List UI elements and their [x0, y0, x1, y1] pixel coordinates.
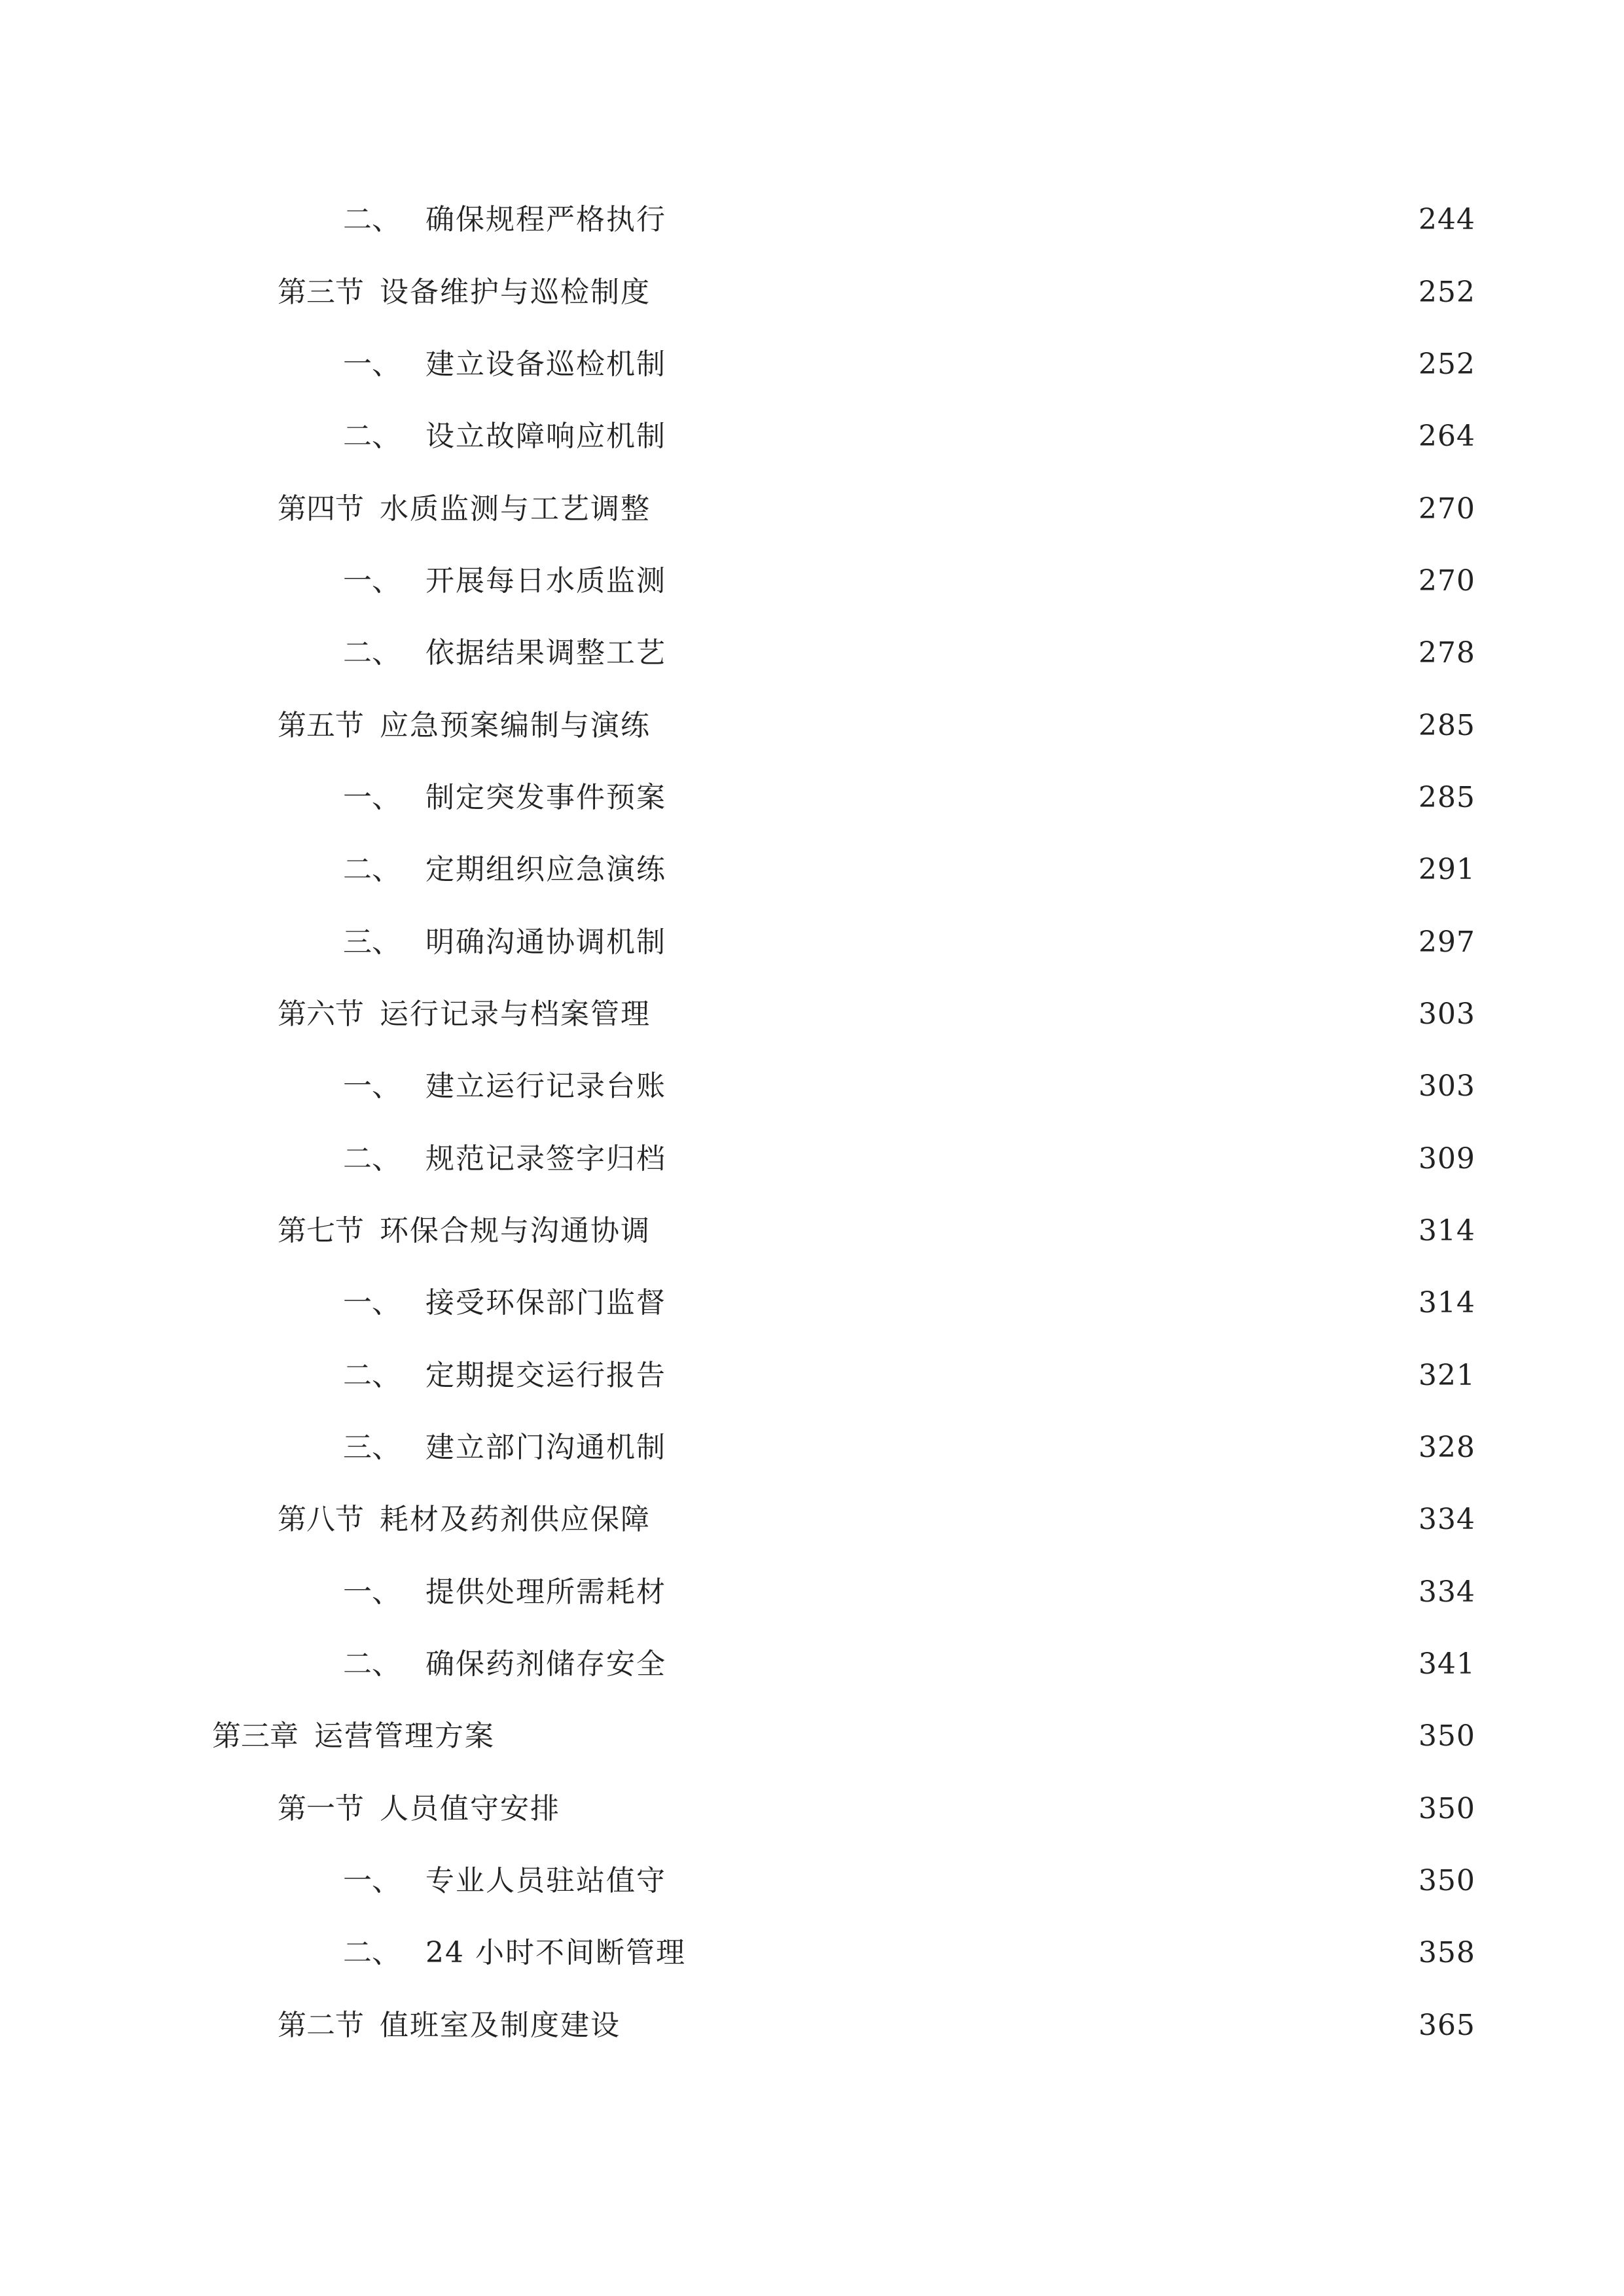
toc-entry-number: 第三章 — [212, 1719, 298, 1753]
toc-entry-page: 350 — [1418, 1792, 1475, 1825]
toc-entry-title: 人员值守安排 — [380, 1792, 560, 1825]
toc-entry-title: 环保合规与沟通协调 — [380, 1214, 651, 1247]
dot-leader — [674, 194, 1408, 246]
toc-entry[interactable] — [343, 1422, 1475, 1474]
toc-entry-number: 第二节 — [278, 2009, 364, 2042]
toc-entry-page: 297 — [1418, 925, 1475, 959]
toc-entry-title: 应急预案编制与演练 — [380, 709, 651, 742]
toc-entry-page: 303 — [1418, 1069, 1475, 1103]
toc-entry[interactable] — [343, 1927, 1475, 1979]
toc-entry-title: 建立运行记录台账 — [425, 1069, 666, 1103]
dot-leader — [674, 555, 1408, 607]
toc-entry-number: 二、 — [343, 636, 401, 670]
toc-entry-number: 第七节 — [278, 1214, 364, 1247]
toc-entry-number: 三、 — [343, 1431, 401, 1464]
toc-entry-page: 334 — [1418, 1503, 1475, 1536]
toc-entry-page: 314 — [1418, 1214, 1475, 1247]
toc-entry-title: 值班室及制度建设 — [380, 2009, 621, 2042]
toc-entry-number: 一、 — [343, 348, 401, 381]
toc-entry[interactable] — [278, 700, 1475, 752]
toc-entry-page: 314 — [1418, 1286, 1475, 1319]
toc-entry-number: 二、 — [343, 1142, 401, 1175]
toc-entry-page: 303 — [1418, 997, 1475, 1031]
dot-leader — [674, 1277, 1408, 1329]
toc-entry[interactable] — [343, 194, 1475, 246]
toc-entry[interactable] — [343, 1566, 1475, 1619]
toc-entry[interactable] — [343, 555, 1475, 607]
toc-entry[interactable] — [343, 772, 1475, 824]
toc-entry-number: 二、 — [343, 203, 401, 236]
toc-entry[interactable] — [278, 483, 1475, 535]
toc-entry-title: 耗材及药剂供应保障 — [380, 1503, 651, 1536]
dot-leader — [568, 1783, 1408, 1835]
toc-entry-title: 开展每日水质监测 — [425, 564, 666, 598]
toc-entry[interactable] — [278, 1494, 1475, 1546]
toc-entry[interactable] — [343, 410, 1475, 463]
toc-entry[interactable] — [278, 988, 1475, 1041]
toc-entry-page: 365 — [1418, 2009, 1475, 2042]
toc-entry-page: 285 — [1418, 709, 1475, 742]
toc-entry-title: 确保规程严格执行 — [425, 203, 666, 236]
toc-entry[interactable] — [343, 916, 1475, 969]
dot-leader — [674, 410, 1408, 463]
toc-entry-title: 专业人员驻站值守 — [425, 1864, 666, 1897]
toc-entry[interactable] — [343, 627, 1475, 679]
toc-entry-page: 278 — [1418, 636, 1475, 670]
toc-entry-number: 第六节 — [278, 997, 364, 1031]
toc-entry-number: 二、 — [343, 1936, 401, 1969]
toc-entry[interactable] — [343, 844, 1475, 896]
dot-leader — [674, 1350, 1408, 1402]
toc-entry-number: 第四节 — [278, 492, 364, 526]
toc-entry-number: 一、 — [343, 1575, 401, 1609]
toc-entry-number: 一、 — [343, 1864, 401, 1897]
toc-entry-number: 二、 — [343, 853, 401, 886]
dot-leader — [674, 1855, 1408, 1907]
toc-entry[interactable] — [343, 1350, 1475, 1402]
dot-leader — [659, 988, 1408, 1041]
dot-leader — [674, 1638, 1408, 1691]
dot-leader — [659, 266, 1408, 319]
dot-leader — [659, 700, 1408, 752]
toc-entry-page: 350 — [1418, 1864, 1475, 1897]
toc-entry-number: 一、 — [343, 781, 401, 814]
toc-entry[interactable] — [278, 1205, 1475, 1257]
dot-leader — [674, 1422, 1408, 1474]
dot-leader — [674, 1133, 1408, 1185]
dot-leader — [674, 1566, 1408, 1619]
toc-entry-page: 264 — [1418, 420, 1475, 453]
dot-leader — [674, 627, 1408, 679]
toc-entry-number: 第八节 — [278, 1503, 364, 1536]
toc-entry-number: 一、 — [343, 1286, 401, 1319]
toc-entry-title: 接受环保部门监督 — [425, 1286, 666, 1319]
toc-entry-page: 334 — [1418, 1575, 1475, 1609]
toc-entry-page: 358 — [1418, 1936, 1475, 1969]
toc-entry-page: 309 — [1418, 1142, 1475, 1175]
toc-entry-page: 328 — [1418, 1431, 1475, 1464]
dot-leader — [628, 2000, 1408, 2052]
toc-entry-title: 运行记录与档案管理 — [380, 997, 651, 1031]
toc-entry-title: 依据结果调整工艺 — [425, 636, 666, 670]
dot-leader — [674, 772, 1408, 824]
toc-entry-page: 321 — [1418, 1359, 1475, 1392]
toc-entry-title: 建立部门沟通机制 — [425, 1431, 666, 1464]
dot-leader — [674, 338, 1408, 391]
toc-entry-number: 一、 — [343, 564, 401, 598]
toc-entry[interactable] — [343, 1855, 1475, 1907]
dot-leader — [694, 1927, 1408, 1979]
toc-entry-number: 二、 — [343, 1647, 401, 1681]
toc-entry-title: 24 小时不间断管理 — [425, 1936, 686, 1969]
dot-leader — [674, 916, 1408, 969]
toc-entry-title: 建立设备巡检机制 — [425, 348, 666, 381]
toc-entry[interactable] — [343, 1277, 1475, 1329]
toc-entry-number: 第五节 — [278, 709, 364, 742]
toc-entry-title: 定期提交运行报告 — [425, 1359, 666, 1392]
toc-entry-title: 确保药剂储存安全 — [425, 1647, 666, 1681]
toc-entry-number: 二、 — [343, 1359, 401, 1392]
dot-leader — [659, 1494, 1408, 1546]
toc-entry-title: 设备维护与巡检制度 — [380, 276, 651, 309]
toc-entry[interactable] — [212, 1710, 1475, 1763]
toc-entry-title: 明确沟通协调机制 — [425, 925, 666, 959]
dot-leader — [674, 1060, 1408, 1113]
toc-entry-number: 一、 — [343, 1069, 401, 1103]
dot-leader — [659, 483, 1408, 535]
toc-entry-page: 350 — [1418, 1719, 1475, 1753]
toc-entry-page: 270 — [1418, 492, 1475, 526]
toc-entry[interactable] — [343, 338, 1475, 391]
dot-leader — [659, 1205, 1408, 1257]
toc-entry-page: 341 — [1418, 1647, 1475, 1681]
dot-leader — [674, 844, 1408, 896]
toc-entry-title: 运营管理方案 — [314, 1719, 495, 1753]
toc-entry-page: 291 — [1418, 853, 1475, 886]
toc-entry[interactable] — [278, 2000, 1475, 2052]
toc-entry[interactable] — [278, 266, 1475, 319]
toc-entry-page: 270 — [1418, 564, 1475, 598]
toc-entry-number: 第三节 — [278, 276, 364, 309]
toc-entry-number: 三、 — [343, 925, 401, 959]
dot-leader — [503, 1710, 1408, 1763]
toc-entry-page: 252 — [1418, 276, 1475, 309]
toc-entry-title: 水质监测与工艺调整 — [380, 492, 651, 526]
toc-entry-number: 二、 — [343, 420, 401, 453]
toc-entry-title: 设立故障响应机制 — [425, 420, 666, 453]
toc-entry-title: 制定突发事件预案 — [425, 781, 666, 814]
toc-entry[interactable] — [343, 1638, 1475, 1691]
toc-entry-page: 252 — [1418, 348, 1475, 381]
toc-entry-title: 提供处理所需耗材 — [425, 1575, 666, 1609]
toc-entry-page: 285 — [1418, 781, 1475, 814]
toc-entry[interactable] — [343, 1133, 1475, 1185]
toc-entry[interactable] — [278, 1783, 1475, 1835]
toc-entry[interactable] — [343, 1060, 1475, 1113]
toc-entry-title: 定期组织应急演练 — [425, 853, 666, 886]
toc-entry-number: 第一节 — [278, 1792, 364, 1825]
toc-entry-page: 244 — [1418, 203, 1475, 236]
toc-entry-title: 规范记录签字归档 — [425, 1142, 666, 1175]
